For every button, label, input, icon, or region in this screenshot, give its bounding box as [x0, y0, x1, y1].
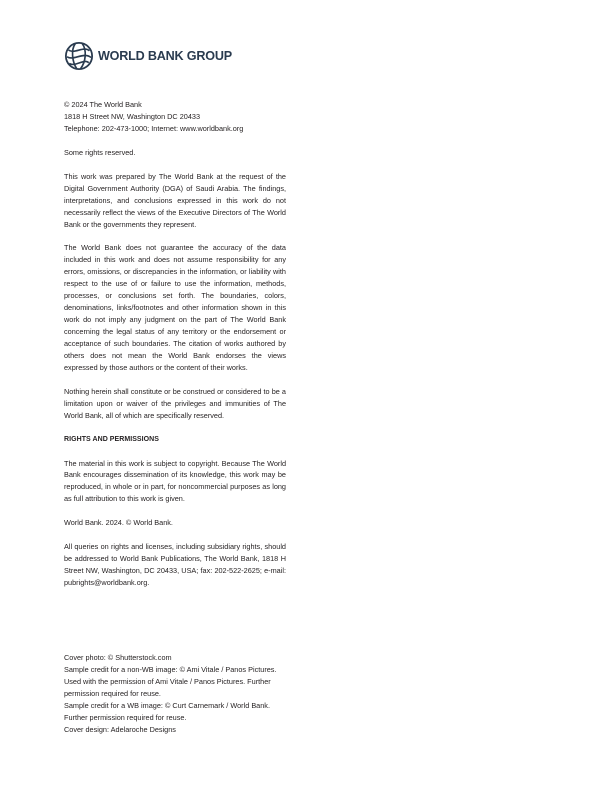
credit-non-wb-line-3: permission required for reuse.: [64, 688, 161, 698]
credit-cover-design: Cover design: Adelaroche Designs: [64, 724, 176, 734]
copyright-column: [64, 99, 286, 589]
disclaimer-paragraph-prepared: This work was prepared by The World Bank at the request of the Digital Government Authority (DGA) of Saudi Arabia. The findings, interpretations, and conclusions expressed in this work do not necessarily reflect the views of the Executive Directors of The World Bank or the governments they represent.: [64, 171, 286, 229]
world-bank-group-logo: [64, 40, 232, 72]
credit-wb-line-2: Further permission required for reuse.: [64, 712, 187, 722]
credit-non-wb-line-1: Sample credit for a non-WB image: © Ami Vitale / Panos Pictures.: [64, 664, 277, 674]
rights-permissions-heading: RIGHTS AND PERMISSIONS: [64, 435, 159, 443]
queries-paragraph: All queries on rights and licenses, including subsidiary rights, should be addressed to World Bank Publications, The World Bank, 1818 H Street NW, Washington, DC 20433, USA; fax: 202-522-2625; e-mail: pubrights@worldbank.org.: [64, 542, 286, 587]
address-line-street: 1818 H Street NW, Washington DC 20433: [64, 111, 201, 121]
disclaimer-paragraph-accuracy: The World Bank does not guarantee the accuracy of the data included in this work and does not assume responsibility for any errors, omissions, or discrepancies in the information, or liability with respect to the use of or failure to use the information, methods, processes, or conclusions set forth. The boundaries, colors, denominations, links/footnotes and other information shown in this work do not imply any judgment on the part of The World Bank concerning the legal status of any territory or the endorsement or acceptance of such boundaries. The citation of works authored by others does not mean the World Bank endorses the views expressed by those authors or the content of their works.: [64, 243, 286, 372]
logo-text: WORLD BANK GROUP: [98, 49, 232, 63]
credit-non-wb-line-2: Used with the permission of Ami Vitale / Panos Pictures. Further: [64, 676, 271, 686]
copyright-paragraph: The material in this work is subject to copyright. Because The World Bank encourages dissemination of its knowledge, this work may be reproduced, in whole or in part, for noncommercial purposes as long as full attribution to this work is given.: [64, 458, 286, 504]
rights-reserved: Some rights reserved.: [64, 147, 136, 157]
disclaimer-paragraph-privileges: Nothing herein shall constitute or be construed or considered to be a limitation upon or waiver of the privileges and immunities of The World Bank, all of which are specifically reserved.: [64, 386, 286, 420]
credit-cover-photo: Cover photo: © Shutterstock.com: [64, 653, 172, 662]
address-line-contact: Telephone: 202-473-1000; Internet: www.worldbank.org: [64, 123, 244, 133]
attribution-line: World Bank. 2024. © World Bank.: [64, 518, 173, 528]
globe-icon: [64, 41, 94, 71]
image-credits: [64, 652, 290, 736]
credit-wb-line-1: Sample credit for a WB image: © Curt Carnemark / World Bank.: [64, 700, 270, 710]
address-line-copyright: © 2024 The World Bank: [64, 100, 142, 109]
